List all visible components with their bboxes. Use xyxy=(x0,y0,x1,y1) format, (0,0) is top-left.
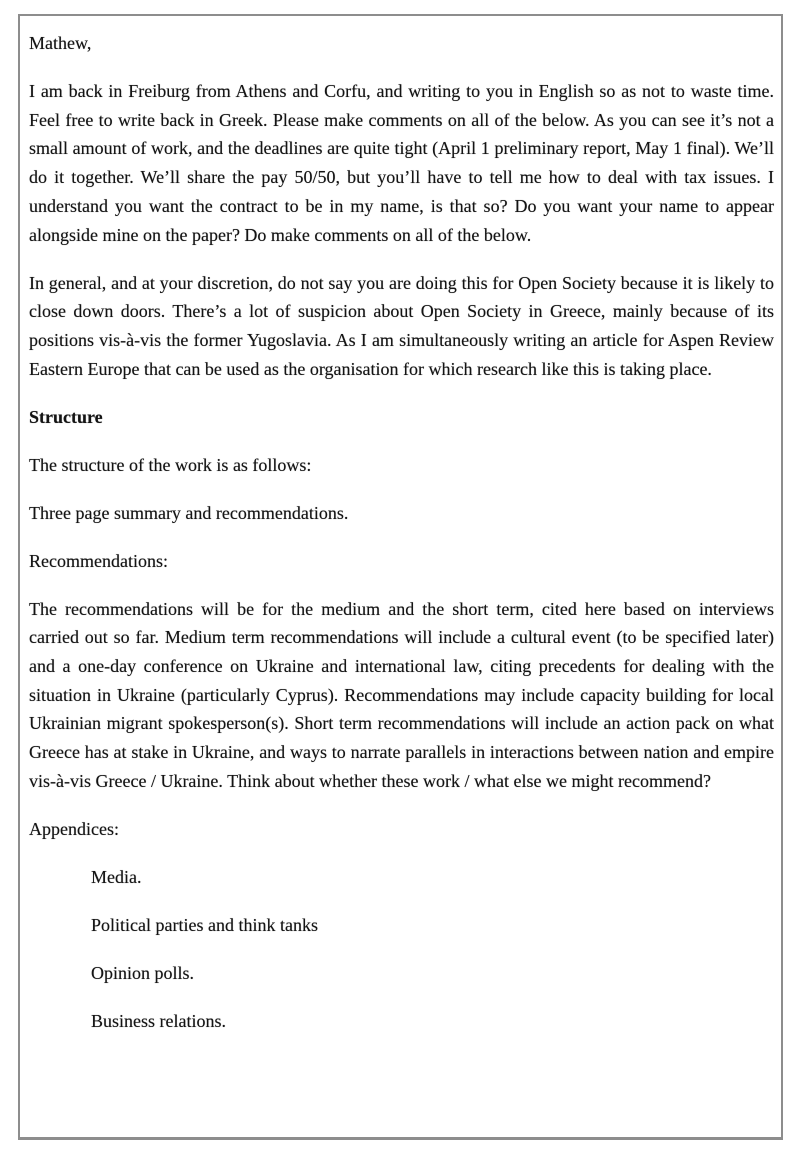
heading-structure: Structure xyxy=(29,406,103,427)
document-page xyxy=(18,14,783,1140)
appendix-item-media: Media. xyxy=(91,866,142,887)
appendix-item-business-relations: Business relations. xyxy=(91,1010,226,1031)
paragraph-structure-intro: The structure of the work is as follows: xyxy=(29,454,312,475)
paragraph-recommendations-label: Recommendations: xyxy=(29,550,168,571)
paragraph-appendices-label: Appendices: xyxy=(29,818,119,839)
salutation: Mathew, xyxy=(29,33,92,53)
document-body xyxy=(20,16,781,1036)
paragraph-intro: I am back in Freiburg from Athens and Corfu, and writing to you in English so as not to waste time. Feel free to write back in Greek. Please make comments on all of the below. As you can see it’s not a small amount of work, and the deadlines are quite tight (April 1 preliminary report, May 1 final). We’ll do it together. We’ll share the pay 50/50, but you’ll have to tell me how to deal with tax issues. I understand you want the contract to be in my name, is that so? Do you want your name to appear alongside mine on the paper? Do make comments on all of the below. xyxy=(29,81,774,245)
paragraph-open-society: In general, and at your discretion, do not say you are doing this for Open Society because it is likely to close down doors. There’s a lot of suspicion about Open Society in Greece, mainly because of its positions vis-à-vis the former Yugoslavia. As I am simultaneously writing an article for Aspen Review Eastern Europe that can be used as the organisation for which research like this is taking place. xyxy=(29,272,774,379)
paragraph-recommendations-body: The recommendations will be for the medium and the short term, cited here based on interviews carried out so far. Medium term recommendations will include a cultural event (to be specified later) and a one-day conference on Ukraine and international law, citing precedents for dealing with the situation in Ukraine (particularly Cyprus). Recommendations may include capacity building for local Ukrainian migrant spokesperson(s). Short term recommendations will include an action pack on what Greece has at stake in Ukraine, and ways to narrate parallels in interactions between nation and empire vis-à-vis Greece / Ukraine. Think about whether these work / what else we might recommend? xyxy=(29,598,774,791)
appendix-item-opinion-polls: Opinion polls. xyxy=(91,962,195,983)
paragraph-summary: Three page summary and recommendations. xyxy=(29,502,349,523)
appendix-item-political-parties: Political parties and think tanks xyxy=(91,914,318,935)
